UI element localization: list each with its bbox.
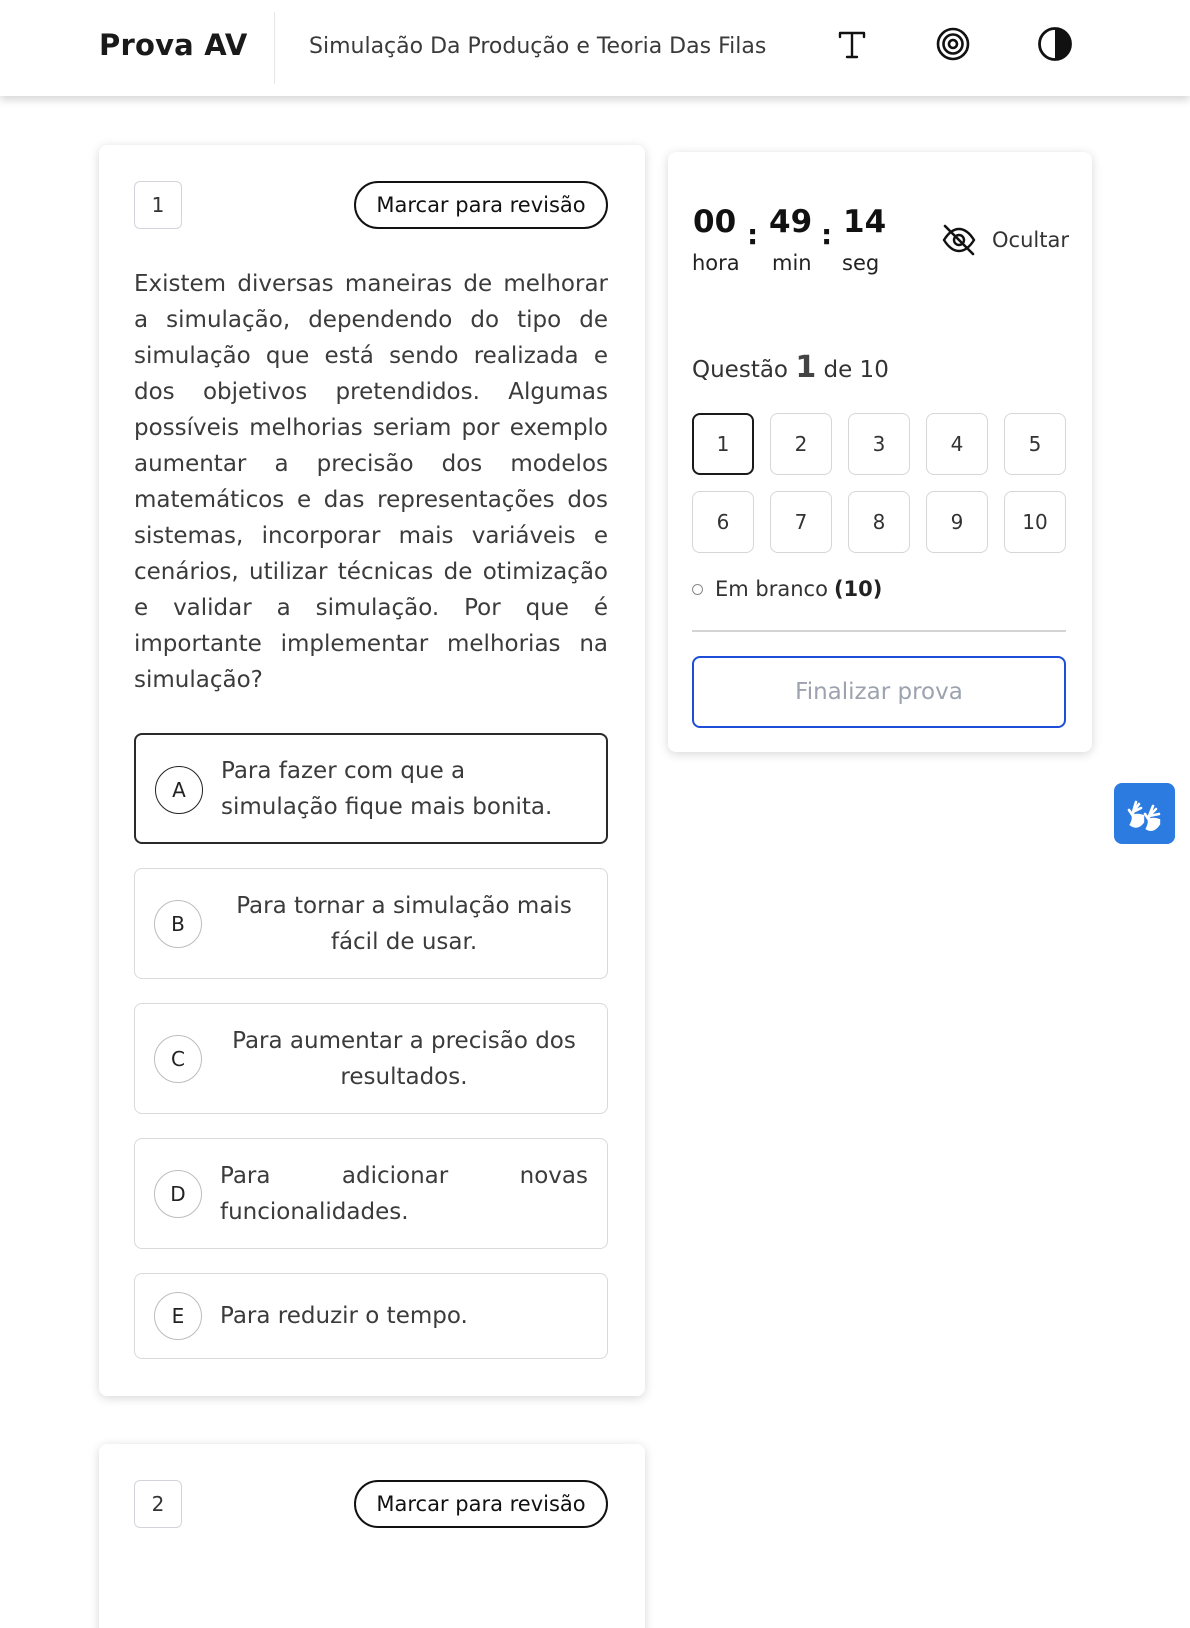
- timer-seconds-label: seg: [842, 251, 880, 275]
- timer-hours: 00: [693, 204, 737, 240]
- question-number: 1: [134, 181, 182, 229]
- option-letter: E: [154, 1292, 202, 1340]
- exam-navigation-panel: [668, 152, 1092, 752]
- timer-minutes-label: min: [772, 251, 812, 275]
- progress-suffix: de 10: [823, 357, 889, 383]
- mark-for-review-button[interactable]: Marcar para revisão: [354, 1480, 608, 1528]
- contrast-icon[interactable]: [1037, 26, 1073, 62]
- progress-current: 1: [795, 350, 817, 385]
- option-letter: B: [154, 900, 202, 948]
- target-icon[interactable]: [935, 26, 971, 62]
- option-text: Para adicionar novas funcionalidades.: [220, 1162, 588, 1225]
- timer-seconds: 14: [843, 204, 887, 240]
- question-nav-9[interactable]: 9: [926, 491, 988, 553]
- mark-for-review-button[interactable]: Marcar para revisão: [354, 181, 608, 229]
- question-nav-5[interactable]: 5: [1004, 413, 1066, 475]
- question-card: [99, 1444, 645, 1628]
- question-nav-2[interactable]: 2: [770, 413, 832, 475]
- eye-off-icon: [940, 221, 978, 259]
- blank-dot-icon: [692, 584, 703, 595]
- blank-label: Em branco: [715, 577, 828, 601]
- option-text: Para fazer com que a simulação fique mais bonita.: [221, 757, 553, 820]
- option-b[interactable]: [134, 868, 608, 979]
- blank-legend: [692, 577, 882, 601]
- option-letter: D: [154, 1170, 202, 1218]
- option-letter: C: [154, 1035, 202, 1083]
- timer-separator: :: [747, 218, 759, 251]
- course-title: Simulação Da Produção e Teoria Das Filas: [309, 34, 767, 59]
- question-nav-8[interactable]: 8: [848, 491, 910, 553]
- question-card: [99, 145, 645, 1396]
- option-d[interactable]: [134, 1138, 608, 1249]
- option-c[interactable]: [134, 1003, 608, 1114]
- hide-timer-label: Ocultar: [992, 228, 1069, 252]
- question-nav-4[interactable]: 4: [926, 413, 988, 475]
- sign-language-hands-icon: [1125, 794, 1165, 834]
- question-grid: [692, 413, 1066, 553]
- blank-count: (10): [833, 577, 883, 601]
- option-letter: A: [155, 766, 203, 814]
- question-nav-1[interactable]: 1: [692, 413, 754, 475]
- divider: [692, 630, 1066, 632]
- top-header: [0, 0, 1190, 96]
- timer-separator: :: [821, 218, 833, 251]
- timer-hours-label: hora: [692, 251, 740, 275]
- brand-title: Prova AV: [99, 28, 248, 62]
- question-nav-7[interactable]: 7: [770, 491, 832, 553]
- option-text: Para aumentar a precisão dos resultados.: [232, 1027, 576, 1090]
- progress-prefix: Questão: [692, 357, 788, 383]
- question-stem: Existem diversas maneiras de melhorar a simulação, dependendo do tipo de simulação que está sendo realizada e dos objetivos pretendidos. Algumas possíveis melhorias seriam por exemplo aumentar a precisão dos modelos matemáticos e das representações dos sistemas, incorporar mais variáveis e cenários, utilizar técnicas de otimização e validar a simulação. Por que é importante implementar melhorias na simulação?: [134, 271, 608, 693]
- question-number: 2: [134, 1480, 182, 1528]
- option-text: Para reduzir o tempo.: [220, 1303, 468, 1329]
- question-nav-10[interactable]: 10: [1004, 491, 1066, 553]
- sign-language-button[interactable]: [1114, 783, 1175, 844]
- finish-exam-button[interactable]: Finalizar prova: [692, 656, 1066, 728]
- question-nav-6[interactable]: 6: [692, 491, 754, 553]
- header-divider: [274, 12, 275, 84]
- option-a[interactable]: [134, 733, 608, 844]
- question-nav-3[interactable]: 3: [848, 413, 910, 475]
- timer-minutes: 49: [769, 204, 813, 240]
- hide-timer-button[interactable]: [940, 220, 1069, 260]
- question-progress: [692, 350, 889, 385]
- option-text: Para tornar a simulação mais fácil de usar.: [236, 892, 572, 955]
- text-size-icon[interactable]: [834, 26, 870, 62]
- option-e[interactable]: [134, 1273, 608, 1359]
